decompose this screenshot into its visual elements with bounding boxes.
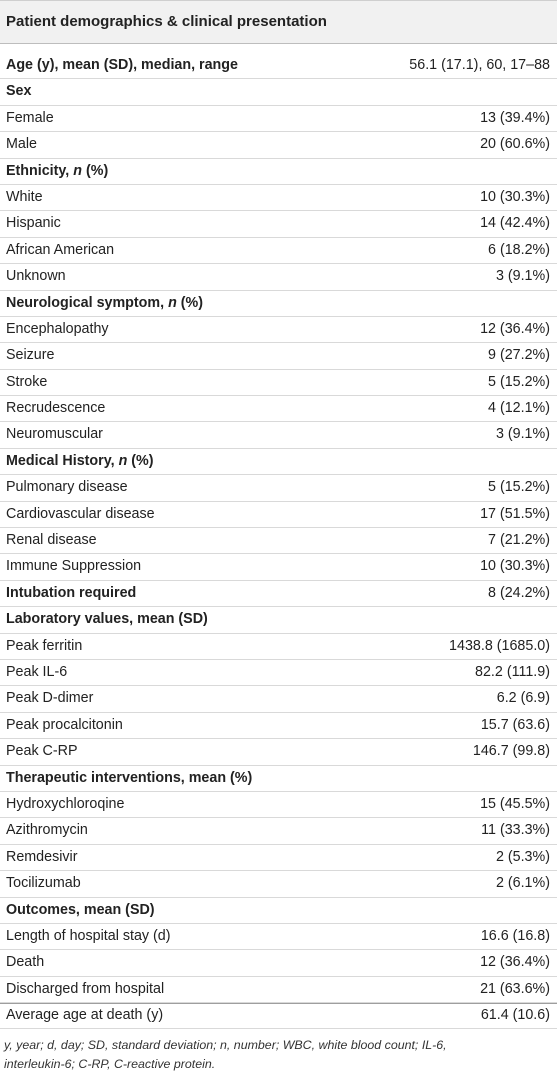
row-label-text: Tocilizumab [6, 875, 81, 892]
row-label-tail: (%) [82, 162, 109, 179]
row-label [6, 981, 164, 997]
table-row [0, 370, 557, 396]
row-label-text: Encephalopathy [6, 320, 109, 337]
table-row [0, 739, 557, 765]
row-label [6, 770, 252, 786]
row-label [6, 189, 43, 205]
table-body [0, 53, 557, 1029]
row-label [6, 822, 88, 838]
table-row [0, 502, 557, 528]
row-label-text: Average age at death (y) [6, 1007, 164, 1024]
row-label [6, 426, 103, 442]
row-value: 15 (45.5%) [480, 795, 550, 812]
row-label-text: Age (y), mean (SD), median, range [6, 57, 238, 73]
row-label-text: African American [6, 241, 115, 258]
row-value: 82.2 (111.9) [475, 663, 550, 680]
table-row [0, 871, 557, 897]
row-label-text: Cardiovascular disease [6, 505, 155, 522]
row-label-text: Azithromycin [6, 822, 88, 839]
row-label-text: Medical History, [6, 452, 119, 469]
row-label [6, 532, 97, 548]
row-label-text: Therapeutic interventions, mean (%) [6, 769, 253, 786]
row-value: 13 (39.4%) [480, 109, 550, 126]
row-label [6, 717, 123, 733]
row-label [6, 83, 31, 99]
row-value: 5 (15.2%) [488, 373, 550, 390]
row-label-text: Pulmonary disease [6, 479, 128, 496]
row-label-text: Recrudescence [6, 400, 106, 417]
table-row [0, 792, 557, 818]
table-row [0, 185, 557, 211]
row-label [6, 57, 238, 73]
row-value: 6 (18.2%) [488, 241, 550, 258]
row-label-text: Neuromuscular [6, 426, 103, 443]
row-label-text: Peak D-dimer [6, 690, 94, 707]
table-row [0, 634, 557, 660]
table-row [0, 132, 557, 158]
row-label [6, 479, 128, 495]
table-row [0, 343, 557, 369]
row-label [6, 954, 44, 970]
footnote-line-1: y, year; d, day; SD, standard deviation; n, number; WBC, white blood count; IL-6, [4, 1038, 447, 1052]
table-row [0, 845, 557, 871]
row-label [6, 664, 67, 680]
row-label-text: Laboratory values, mean (SD) [6, 611, 208, 628]
row-label [6, 558, 141, 574]
row-label [6, 136, 37, 152]
table-row [0, 977, 557, 1003]
table-row [0, 950, 557, 976]
table-row [0, 660, 557, 686]
table-section-row [0, 581, 557, 607]
table-section-row [0, 53, 557, 79]
row-label-text: Peak IL-6 [6, 663, 68, 680]
row-label [6, 215, 61, 231]
row-label-text: Immune Suppression [6, 558, 142, 575]
row-value: 12 (36.4%) [480, 954, 550, 971]
row-label-text: Seizure [6, 347, 55, 364]
row-label-text: Discharged from hospital [6, 980, 165, 997]
row-label [6, 506, 155, 522]
row-label [6, 1007, 163, 1023]
row-label-text: Remdesivir [6, 848, 78, 865]
row-value: 16.6 (16.8) [480, 927, 550, 944]
row-label-text: Hydroxychloroqine [6, 795, 125, 812]
table-row [0, 686, 557, 712]
table-row [0, 317, 557, 343]
row-label [6, 374, 47, 390]
row-value: 15.7 (63.6) [480, 716, 550, 733]
row-value: 8 (24.2%) [488, 584, 550, 601]
row-label [6, 690, 93, 706]
row-label-text: Outcomes, mean (SD) [6, 901, 155, 918]
row-label-italic: n [73, 162, 82, 179]
row-label-text: Death [6, 954, 45, 971]
row-value: 4 (12.1%) [488, 400, 550, 417]
table-section-row [0, 607, 557, 633]
row-label-text: Peak ferritin [6, 637, 83, 654]
row-label-italic: n [168, 294, 177, 311]
row-value: 61.4 (10.6) [480, 1007, 550, 1024]
row-label-text: White [6, 188, 43, 205]
table-row [0, 528, 557, 554]
row-label [6, 295, 203, 311]
row-label [6, 321, 109, 337]
row-value: 11 (33.3%) [481, 822, 550, 839]
row-label [6, 268, 66, 284]
row-label [6, 163, 108, 179]
row-value: 12 (36.4%) [480, 320, 550, 337]
table-section-row [0, 449, 557, 475]
row-value: 2 (5.3%) [495, 848, 550, 865]
row-label [6, 875, 81, 891]
table-footnote [4, 1036, 552, 1074]
table-row [0, 1003, 557, 1029]
row-value: 3 (9.1%) [495, 268, 550, 285]
row-value: 1438.8 (1685.0) [449, 637, 550, 654]
row-value: 2 (6.1%) [495, 875, 550, 892]
row-label-tail: (%) [176, 294, 204, 311]
row-label-text: Hispanic [6, 215, 61, 232]
row-label [6, 796, 124, 812]
row-label-text: Female [6, 109, 54, 126]
row-label [6, 902, 155, 918]
row-value: 146.7 (99.8) [472, 743, 550, 760]
row-label [6, 110, 54, 126]
row-label-text: Sex [6, 83, 32, 100]
row-label [6, 585, 136, 601]
row-value: 3 (9.1%) [495, 426, 550, 443]
table-section-row [0, 766, 557, 792]
row-label-text: Unknown [6, 268, 66, 285]
row-label-text: Ethnicity, [6, 162, 74, 179]
row-label-text: Length of hospital stay (d) [6, 927, 171, 944]
row-label [6, 400, 105, 416]
row-value: 10 (30.3%) [480, 558, 550, 575]
table-section-row [0, 291, 557, 317]
table-row [0, 554, 557, 580]
row-label-italic: n [118, 452, 128, 469]
row-label-text: Peak C-RP [6, 743, 78, 760]
table-row [0, 818, 557, 844]
row-label-text: Peak procalcitonin [6, 716, 123, 733]
row-value: 9 (27.2%) [488, 347, 550, 364]
row-value: 17 (51.5%) [480, 505, 550, 522]
table-row [0, 924, 557, 950]
table-row [0, 238, 557, 264]
footnote-line-2: interleukin-6; C-RP, C-reactive protein. [4, 1057, 216, 1071]
table-section-row [0, 159, 557, 185]
table-title: Patient demographics & clinical presentation [6, 13, 327, 30]
row-label [6, 928, 171, 944]
row-label-text: Intubation required [6, 584, 137, 601]
table-header [0, 0, 557, 44]
table-row [0, 396, 557, 422]
row-label [6, 347, 54, 363]
row-label [6, 849, 78, 865]
row-value: 10 (30.3%) [480, 188, 550, 205]
row-label-text: Stroke [6, 373, 48, 390]
row-label-text: Renal disease [6, 532, 97, 549]
table-row [0, 211, 557, 237]
row-value: 6.2 (6.9) [496, 690, 550, 707]
table-section-row [0, 898, 557, 924]
table-row [0, 264, 557, 290]
table-row [0, 713, 557, 739]
row-label-tail: (%) [127, 452, 154, 469]
row-label [6, 638, 82, 654]
row-value: 14 (42.4%) [480, 215, 550, 232]
table-row [0, 422, 557, 448]
table-section-row [0, 79, 557, 105]
table-row [0, 475, 557, 501]
row-value: 7 (21.2%) [488, 532, 550, 549]
table-row [0, 106, 557, 132]
row-value: 5 (15.2%) [488, 479, 550, 496]
row-label-text: Neurological symptom, [6, 294, 169, 311]
row-value: 21 (63.6%) [480, 980, 550, 997]
row-label [6, 611, 208, 627]
row-label [6, 453, 154, 469]
row-label [6, 743, 78, 759]
row-value: 20 (60.6%) [480, 136, 550, 153]
row-label [6, 242, 114, 258]
row-value: 56.1 (17.1), 60, 17–88 [409, 57, 550, 73]
row-label-text: Male [6, 136, 37, 153]
table-bottom-rule [0, 1003, 557, 1004]
